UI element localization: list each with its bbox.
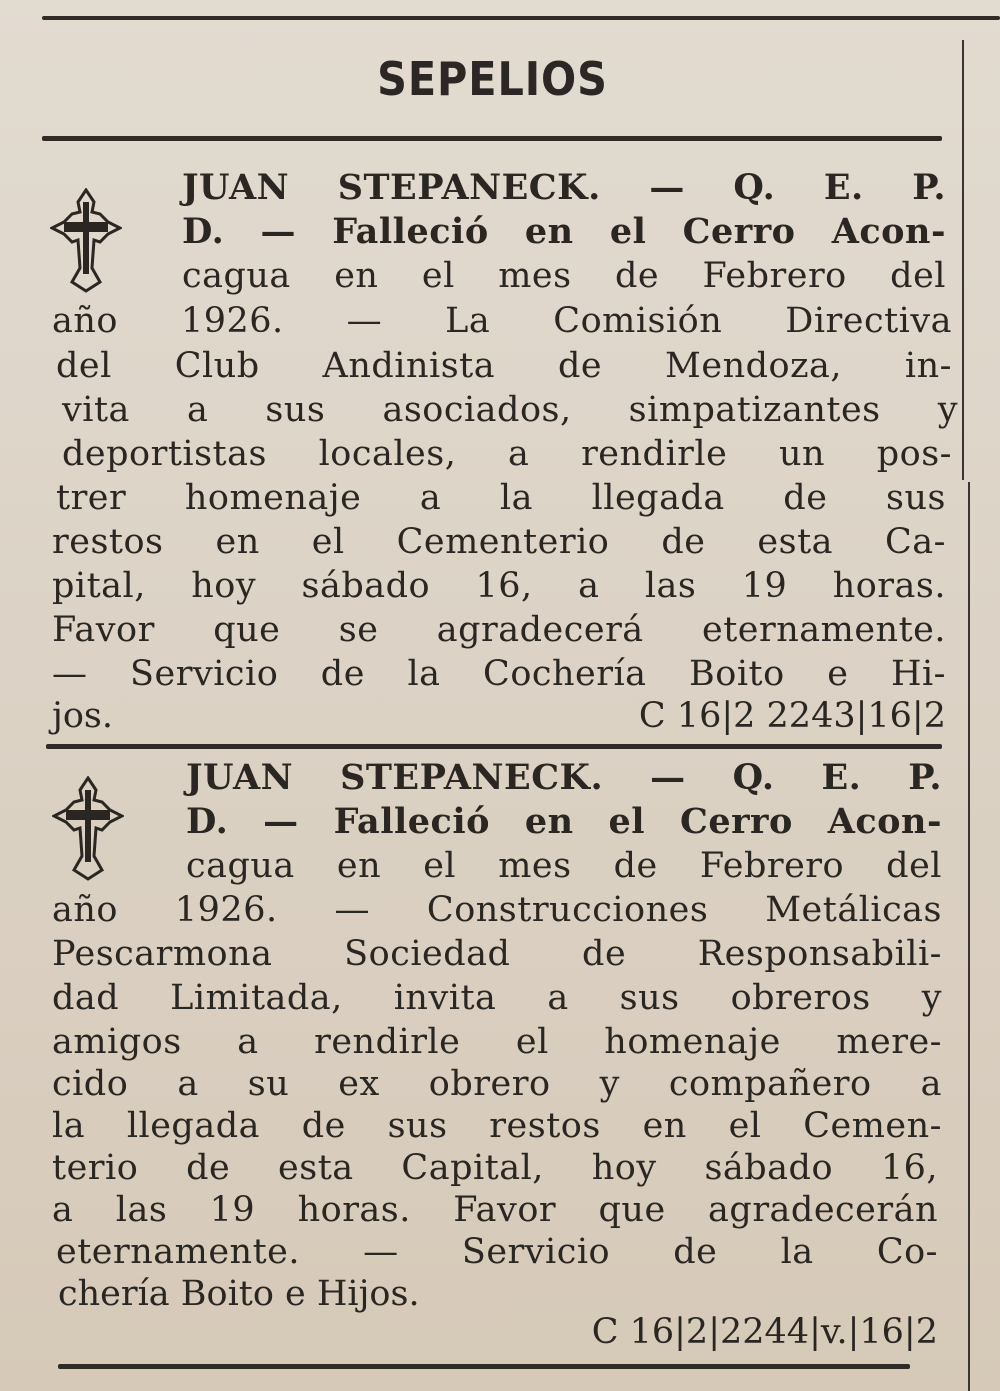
notice-1-body-line-2: del Club Andinista de Mendoza, in- <box>56 346 952 386</box>
notice-2-body-line-1: año 1926. — Construcciones Metálicas <box>52 890 942 930</box>
notice-2-body-line-7: terio de esta Capital, hoy sábado 16, <box>52 1148 938 1188</box>
notice-2-heading-line-3: cagua en el mes de Febrero del <box>186 846 942 886</box>
ornate-cross-icon <box>52 776 124 881</box>
notice-2-heading-line-2: D. — Falleció en el Cerro Acon- <box>186 801 942 842</box>
column-divider-upper <box>962 40 964 480</box>
section-title: SEPELIOS <box>377 52 608 106</box>
notice-2-body-line-5: cido a su ex obrero y compañero a <box>52 1064 942 1104</box>
notice-1-body-line-6: restos en el Cementerio de esta Ca- <box>52 522 946 562</box>
notice-divider-rule <box>46 744 942 749</box>
notice-2-body-line-9: eternamente. — Servicio de la Co- <box>56 1232 938 1272</box>
notice-1-body-line-3: vita a sus asociados, simpatizantes y <box>62 390 958 430</box>
notice-2-reference-code: C 16|2|2244|v.|16|2 <box>591 1312 938 1352</box>
notice-1-reference-code: C 16|2 2243|16|2 <box>638 696 946 736</box>
notice-1-body-line-1: año 1926. — La Comisión Directiva <box>52 301 952 341</box>
header-bottom-rule <box>42 136 942 141</box>
notice-1-last-line: jos. <box>52 696 114 736</box>
notice-1-heading-line-1: JUAN STEPANECK. — Q. E. P. <box>182 167 946 208</box>
column-divider-lower <box>968 482 970 1391</box>
notice-2-body-line-6: la llegada de sus restos en el Cemen- <box>52 1106 942 1146</box>
notice-2-body-line-2: Pescarmona Sociedad de Responsabili- <box>52 934 942 974</box>
ornate-cross-icon <box>50 188 122 293</box>
notice-2-body-line-3: dad Limitada, invita a sus obreros y <box>52 978 942 1018</box>
notice-2-last-line: chería Boito e Hijos. <box>58 1274 420 1314</box>
notice-1-body-line-7: pital, hoy sábado 16, a las 19 horas. <box>52 566 946 606</box>
top-rule <box>42 16 1000 20</box>
bottom-rule <box>58 1364 910 1369</box>
notice-1-heading-line-3: cagua en el mes de Febrero del <box>182 256 946 296</box>
notice-2-heading-line-1: JUAN STEPANECK. — Q. E. P. <box>186 757 942 798</box>
notice-1-body-line-5: trer homenaje a la llegada de sus <box>56 478 946 518</box>
notice-2-body-line-4: amigos a rendirle el homenaje mere- <box>52 1022 942 1062</box>
notice-2-body-line-8: a las 19 horas. Favor que agradecerán <box>52 1190 938 1230</box>
notice-1-heading-line-2: D. — Falleció en el Cerro Acon- <box>182 211 946 252</box>
notice-1-body-line-9: — Servicio de la Cochería Boito e Hi- <box>52 654 946 694</box>
notice-1-body-line-4: deportistas locales, a rendirle un pos- <box>62 434 952 474</box>
notice-1-body-line-8: Favor que se agradecerá eternamente. <box>52 610 946 650</box>
